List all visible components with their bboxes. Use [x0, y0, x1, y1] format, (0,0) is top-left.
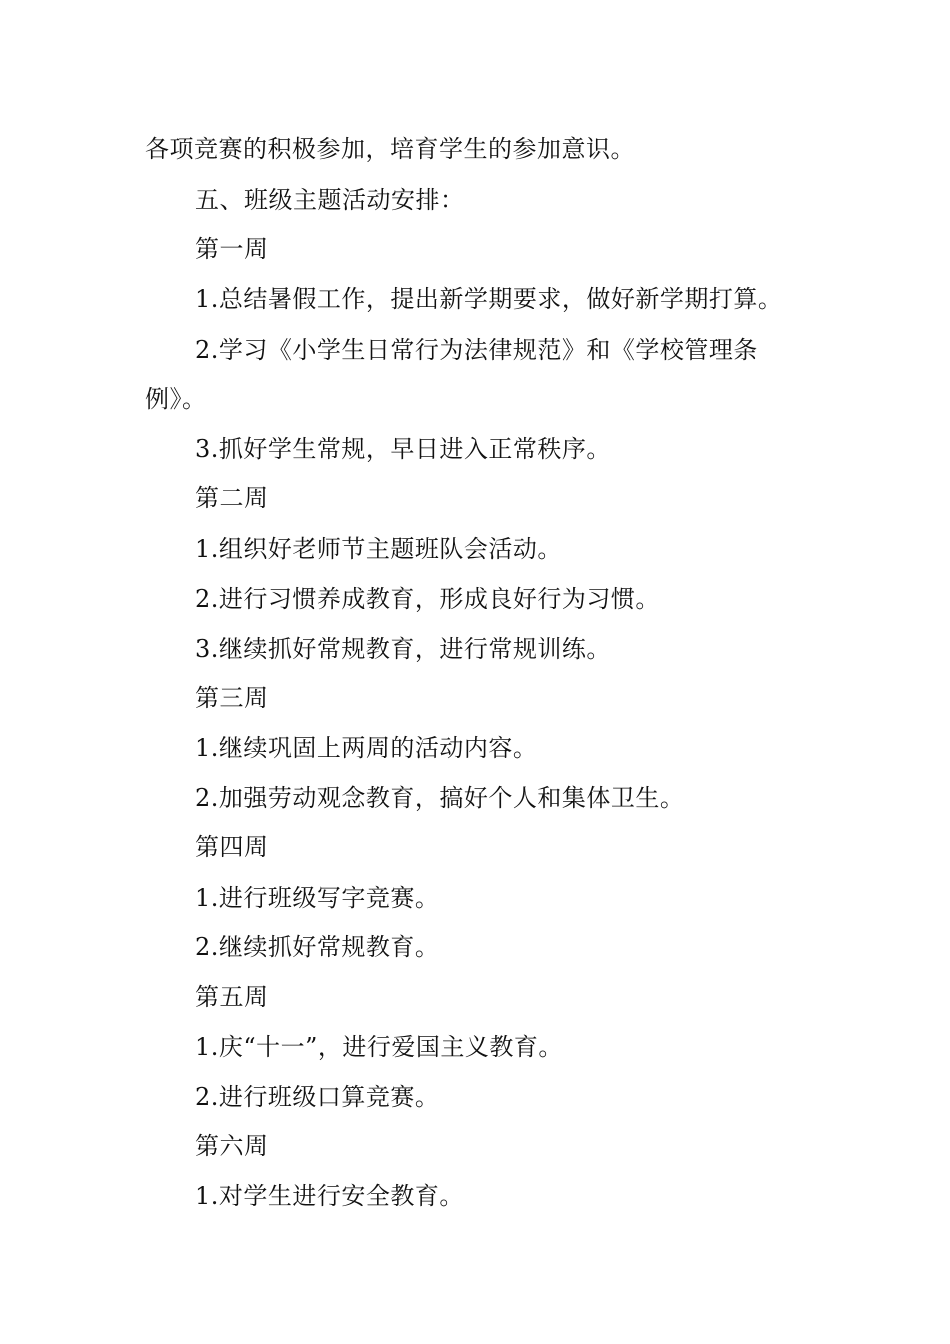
week-heading: 第六周: [195, 1132, 269, 1160]
list-item: 1.组织好老师节主题班队会活动。: [195, 535, 562, 563]
list-item: 3.抓好学生常规，早日进入正常秩序。: [195, 435, 611, 463]
list-item: 2.进行班级口算竞赛。: [195, 1083, 440, 1111]
list-item: 2.学习《小学生日常行为法律规范》和《学校管理条: [195, 336, 758, 364]
week-heading: 第二周: [195, 484, 269, 512]
list-item: 2.进行习惯养成教育，形成良好行为习惯。: [195, 585, 660, 613]
week-heading: 第五周: [195, 983, 269, 1011]
list-item: 3.继续抓好常规教育，进行常规训练。: [195, 635, 611, 663]
list-item: 1.总结暑假工作，提出新学期要求，做好新学期打算。: [195, 285, 783, 313]
section-heading: 五、班级主题活动安排：: [195, 186, 465, 214]
list-item: 1.对学生进行安全教育。: [195, 1182, 464, 1210]
list-item: 1.继续巩固上两周的活动内容。: [195, 734, 538, 762]
week-heading: 第三周: [195, 684, 269, 712]
week-heading: 第一周: [195, 235, 269, 263]
list-item: 2.加强劳动观念教育，搞好个人和集体卫生。: [195, 784, 685, 812]
list-item: 1.庆“十一”，进行爱国主义教育。: [195, 1033, 563, 1061]
week-heading: 第四周: [195, 833, 269, 861]
list-item-continuation: 例》。: [145, 385, 207, 413]
paragraph-line: 各项竞赛的积极参加，培育学生的参加意识。: [145, 135, 635, 163]
list-item: 2.继续抓好常规教育。: [195, 933, 440, 961]
list-item: 1.进行班级写字竞赛。: [195, 884, 440, 912]
